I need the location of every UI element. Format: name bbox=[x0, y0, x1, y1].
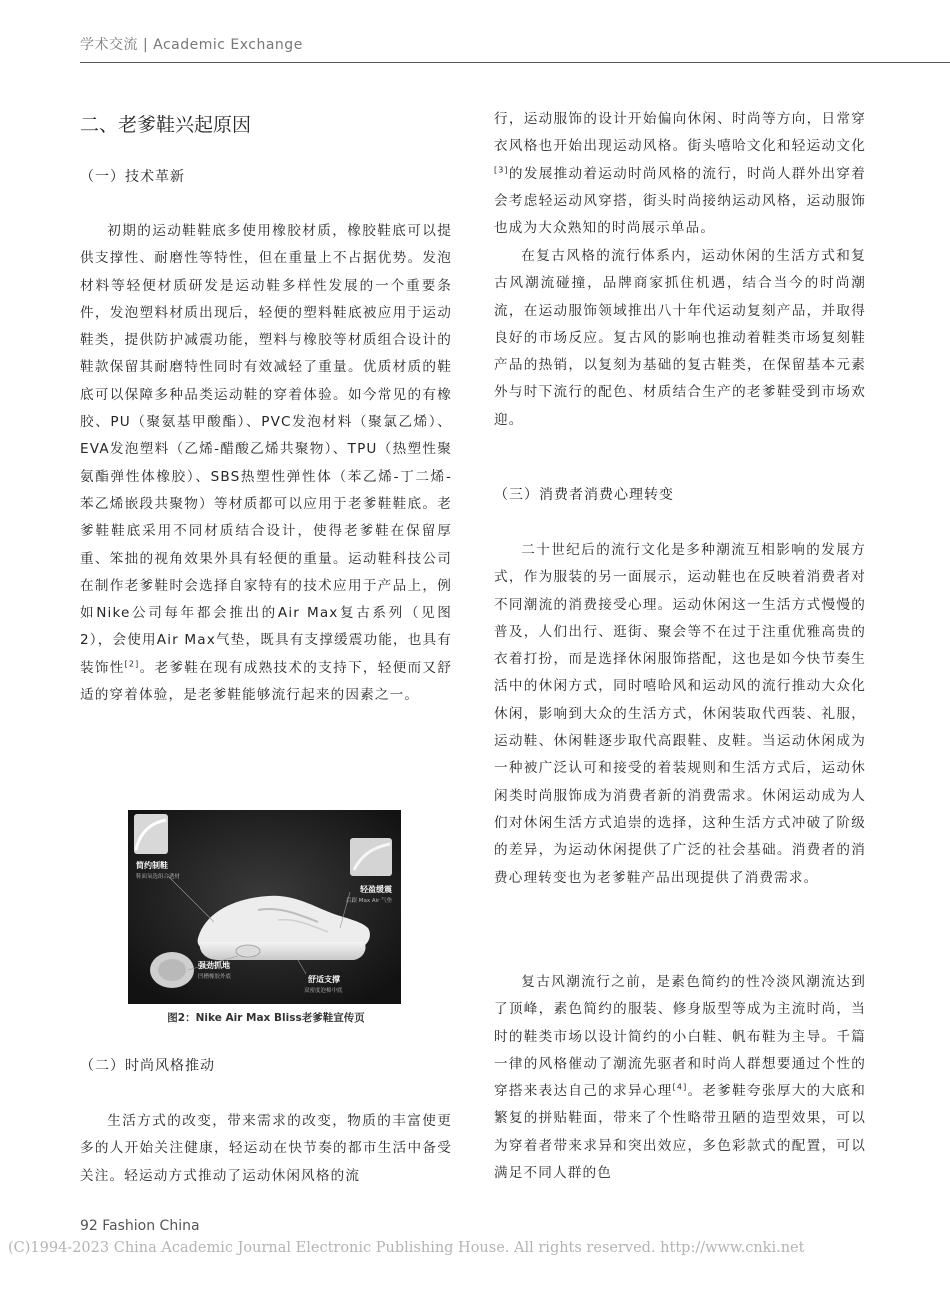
figure-sublabel-bottom-left: 凹槽橡胶外底 bbox=[198, 974, 232, 980]
figure-caption: 图2：Nike Air Max Bliss老爹鞋宣传页 bbox=[167, 1012, 365, 1024]
cnki-watermark: (C)1994-2023 China Academic Journal Electronic Publishing House. All rights reserved. http://www.cnki.net bbox=[8, 1240, 805, 1256]
paragraph-consumer: 二十世纪后的流行文化是多种潮流互相影响的发展方式，作为服装的另一面展示，运动鞋也在反映着消费者对不同潮流的消费接受心理。运动休闲这一生活方式慢慢的普及，人们出行、逛街、聚会等不在过于注重优雅高贵的衣着打扮，而是选择休闲服饰搭配，这也是如今快节奏生活中的休闲方式，同时嘻哈风和运动风的流行推动大众化休闲，影响到大众的生活方式，休闲装取代西装、礼服，运动鞋、休闲鞋逐步取代高跟鞋、皮鞋。当运动休闲成为一种被广泛认可和接受的着装规则和生活方式后，运动休闲类时尚服饰成为消费者新的消费需求。休闲运动成为人们对休闲生活方式追崇的选择，这种生活方式冲破了阶级的差异，为运动休闲提供了广泛的社会基础。消费者的消费心理转变也为老爹鞋产品出现提供了消费需求。 bbox=[494, 542, 866, 886]
paragraph-trend-tail: 。老爹鞋夸张厚大的大底和繁复的拼贴鞋面，带来了个性略带丑陋的造型效果，可以为穿着者带来求异和突出效应，多色彩款式的配置，可以满足不同人群的色 bbox=[494, 1083, 866, 1182]
paragraph-fashion-continued-tail: 的发展推动着运动时尚风格的流行，时尚人群外出穿着会考虑轻运动风穿搭，街头时尚接纳运动风格，运动服饰也成为大众熟知的时尚展示单品。 bbox=[494, 165, 866, 237]
paragraph-fashion: 生活方式的改变，带来需求的改变，物质的丰富使更多的人开始关注健康，轻运动在快节奏的都市生活中备受关注。轻运动方式推动了运动休闲风格的流 bbox=[80, 1113, 452, 1184]
paragraph-tech-tail: 。老爹鞋在现有成熟技术的支持下，轻便而又舒适的穿着体验，是老爹鞋能够流行起来的因素之一。 bbox=[80, 659, 452, 704]
running-header: 学术交流 | Academic Exchange bbox=[80, 37, 303, 53]
figure-nike-air-max bbox=[128, 810, 401, 1004]
citation-2: [2] bbox=[124, 659, 140, 669]
figure-label-top-right: 轻盈缓震 bbox=[360, 885, 392, 894]
figure-label-bottom-left: 强劲抓地 bbox=[198, 961, 230, 970]
paragraph-tech bbox=[80, 218, 452, 709]
header-rule bbox=[80, 62, 950, 63]
subheading-consumer: （三）消费者消费心理转变 bbox=[494, 487, 674, 503]
paragraph-trend-text: 复古风潮流行之前，是素色简约的性冷淡风潮流达到了顶峰，素色简约的服装、修身版型等成为主流时尚，当时的鞋类市场以设计简约的小白鞋、帆布鞋为主导。千篇一律的风格催动了潮流先驱者和时尚人群想要通过个性的穿搭来表达自己的求异心理 bbox=[494, 974, 866, 1100]
citation-3: [3] bbox=[494, 165, 509, 175]
paragraph-retro: 在复古风格的流行体系内，运动休闲的生活方式和复古风潮流碰撞，品牌商家抓住机遇，结合当今的时尚潮流，在运动服饰领域推出八十年代运动复刻产品，并取得良好的市场反应。复古风的影响也推动着鞋类市场复刻鞋产品的热销，以复刻为基础的复古鞋类，在保留基本元素外与时下流行的配色、材质结合生产的老爹鞋受到市场欢迎。 bbox=[494, 248, 866, 428]
paragraph-trend bbox=[494, 969, 866, 1187]
figure-shoe-image bbox=[128, 810, 401, 1004]
paragraph-fashion-continued bbox=[494, 106, 866, 242]
section-title: 二、老爹鞋兴起原因 bbox=[80, 114, 252, 136]
figure-label-top-left: 简约制鞋 bbox=[136, 861, 168, 870]
figure-sublabel-top-left: 鞋面氧选组合透材 bbox=[136, 874, 181, 880]
figure-sublabel-top-right: 后跟 Max Air 气垫 bbox=[346, 898, 393, 904]
figure-sublabel-bottom-right: 双密度泡棉中底 bbox=[304, 988, 343, 994]
subheading-fashion: （二）时尚风格推动 bbox=[80, 1058, 215, 1074]
paragraph-tech-text: 初期的运动鞋鞋底多使用橡胶材质，橡胶鞋底可以提供支撑性、耐磨性等特性，但在重量上不占据优势。发泡材料等轻便材质研发是运动鞋多样性发展的一个重要条件，发泡塑料材质出现后，轻便的塑料鞋底被应用于运动鞋类，提供防护减震功能，塑料与橡胶等材质组合设计的鞋款保留其耐磨特性同时有效减轻了重量。优质材质的鞋底可以保障多种品类运动鞋的穿着体验。如今常见的有橡胶、PU（聚氨基甲酸酯）、PVC发泡材料（聚氯乙烯）、EVA发泡塑料（乙烯-醋酸乙烯共聚物）、TPU（热塑性聚氨酯弹性体橡胶）、SBS热塑性弹性体（苯乙烯-丁二烯-苯乙烯嵌段共聚物）等材质都可以应用于老爹鞋鞋底。老爹鞋鞋底采用不同材质结合设计，使得老爹鞋在保留厚重、笨拙的视角效果外具有轻便的重量。运动鞋科技公司在制作老爹鞋时会选择自家特有的技术应用于产品上，例如Nike公司每年都会推出的Air Max复古系列（见图2），会使用Air Max气垫，既具有支撑缓震功能，也具有装饰性 bbox=[80, 223, 452, 676]
paragraph-fashion-continued-text: 行，运动服饰的设计开始偏向休闲、时尚等方向，日常穿衣风格也开始出现运动风格。街头嘻哈文化和轻运动文化 bbox=[494, 111, 866, 155]
figure-label-bottom-right: 舒适支撑 bbox=[308, 975, 340, 984]
citation-4: [4] bbox=[672, 1082, 688, 1092]
subheading-tech: （一）技术革新 bbox=[80, 169, 185, 185]
page-footer: 92 Fashion China bbox=[80, 1218, 200, 1234]
